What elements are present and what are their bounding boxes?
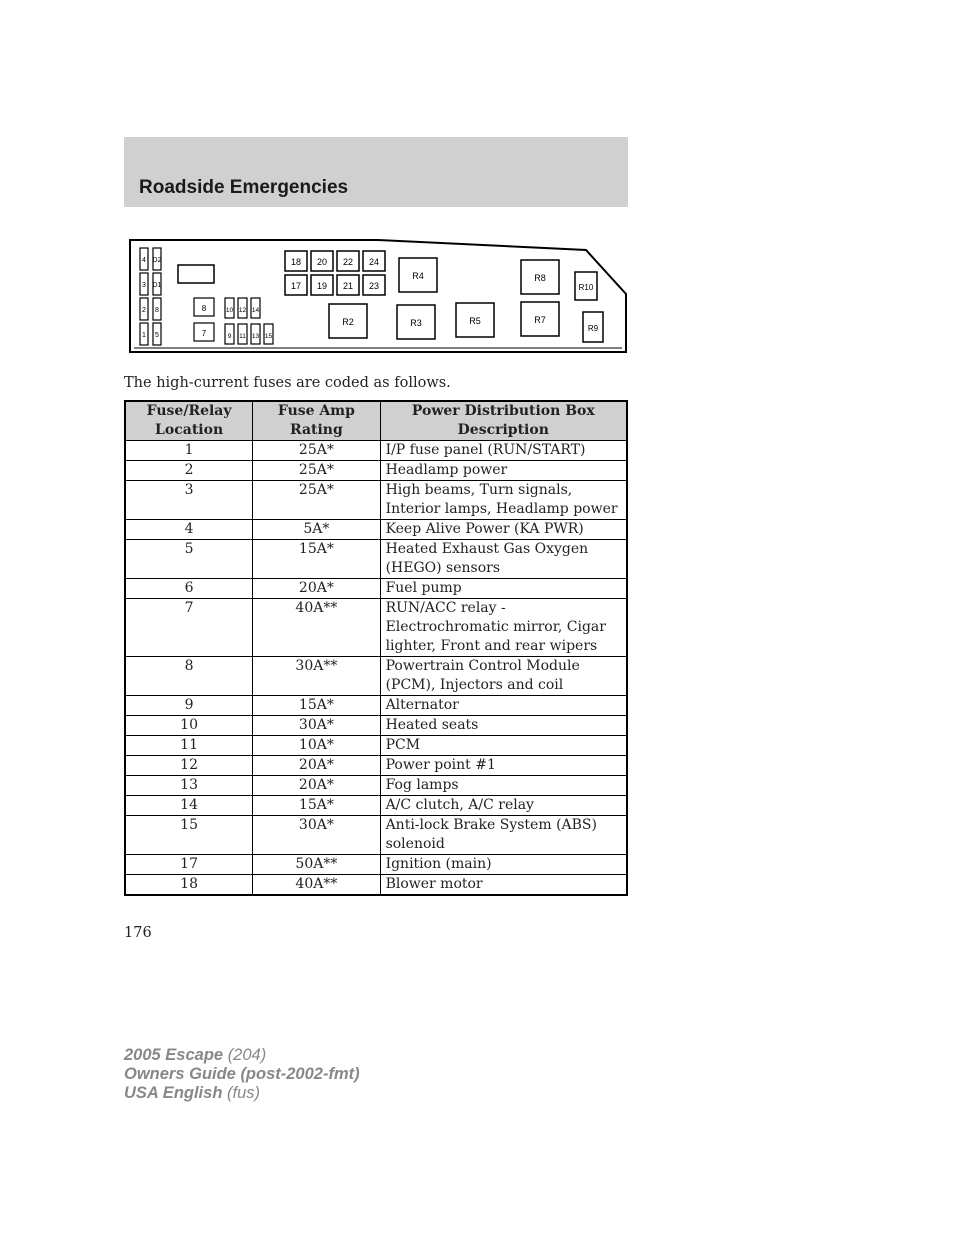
relay — [399, 258, 437, 292]
svg-text:8: 8 — [155, 307, 159, 314]
svg-text:12: 12 — [238, 307, 247, 314]
mini-fuse — [363, 275, 385, 295]
small-fuse — [153, 248, 162, 270]
relay — [521, 302, 559, 336]
mini-fuse-group — [285, 251, 385, 295]
table-row: 14 15A* A/C clutch, A/C relay — [125, 796, 627, 816]
svg-text:5: 5 — [155, 332, 159, 339]
svg-text:7: 7 — [201, 329, 207, 338]
small-fuse — [238, 324, 247, 344]
svg-text:21: 21 — [342, 281, 354, 291]
small-fuse — [225, 324, 234, 344]
mini-fuse — [285, 251, 307, 271]
svg-text:3: 3 — [142, 282, 146, 289]
svg-text:20: 20 — [316, 257, 328, 267]
svg-text:R10: R10 — [578, 283, 594, 292]
column-header-description: Power Distribution Box Description — [380, 401, 627, 441]
table-row: 5 15A* Heated Exhaust Gas Oxygen (HEGO) sensors — [125, 540, 627, 579]
svg-text:R3: R3 — [410, 318, 422, 328]
svg-text:9: 9 — [227, 333, 232, 340]
relay — [521, 260, 559, 294]
svg-text:R4: R4 — [412, 271, 424, 281]
small-fuse — [194, 298, 214, 316]
intro-text: The high-current fuses are coded as follows. — [124, 375, 451, 391]
svg-text:4: 4 — [142, 257, 146, 264]
small-fuse — [238, 298, 247, 318]
small-fuse — [264, 324, 273, 344]
small-fuse — [140, 248, 148, 270]
svg-text:24: 24 — [368, 257, 380, 267]
document-footer — [124, 1046, 360, 1103]
mini-fuse — [363, 251, 385, 271]
svg-text:14: 14 — [251, 307, 260, 314]
small-fuse — [194, 323, 214, 341]
small-fuse-group — [140, 248, 273, 345]
small-fuse — [153, 323, 161, 345]
footer-line-guide: Owners Guide (post-2002-fmt) — [124, 1065, 360, 1083]
mini-fuse — [337, 275, 359, 295]
fuse-table — [124, 400, 628, 896]
small-fuse — [153, 298, 161, 320]
column-header-amp-rating: Fuse Amp Rating — [253, 401, 380, 441]
table-row: 13 20A* Fog lamps — [125, 776, 627, 796]
mini-fuse — [311, 251, 333, 271]
relay — [583, 312, 603, 342]
section-header-band — [124, 137, 628, 207]
svg-text:R7: R7 — [534, 315, 546, 325]
table-row: 2 25A* Headlamp power — [125, 461, 627, 481]
footer-line-language: USA English (fus) — [124, 1084, 260, 1102]
mini-fuse — [337, 251, 359, 271]
fuse-box-diagram — [124, 238, 628, 356]
svg-text:11: 11 — [239, 333, 246, 340]
table-row: 9 15A* Alternator — [125, 696, 627, 716]
relay — [329, 304, 367, 338]
table-row: 11 10A* PCM — [125, 736, 627, 756]
table-row: 18 40A** Blower motor — [125, 875, 627, 896]
svg-text:R9: R9 — [587, 324, 599, 333]
svg-text:17: 17 — [290, 281, 302, 291]
svg-text:R8: R8 — [534, 273, 546, 283]
relay — [397, 305, 435, 339]
svg-text:R5: R5 — [469, 316, 481, 326]
small-fuse — [251, 298, 260, 318]
svg-text:23: 23 — [368, 281, 380, 291]
svg-text:R2: R2 — [342, 317, 354, 327]
table-row: 6 20A* Fuel pump — [125, 579, 627, 599]
table-row: 17 50A** Ignition (main) — [125, 855, 627, 875]
relay — [575, 272, 597, 300]
relay — [456, 303, 494, 337]
section-title: Roadside Emergencies — [139, 177, 349, 198]
table-row: 8 30A** Powertrain Control Module (PCM), Injectors and coil — [125, 657, 627, 696]
svg-text:13: 13 — [251, 333, 260, 340]
column-header-location: Fuse/Relay Location — [125, 401, 253, 441]
table-row: 7 40A** RUN/ACC relay - Electrochromatic mirror, Cigar lighter, Front and rear wipers — [125, 599, 627, 657]
small-fuse — [153, 273, 162, 295]
table-row: 3 25A* High beams, Turn signals, Interior lamps, Headlamp power — [125, 481, 627, 520]
svg-text:2: 2 — [142, 307, 146, 314]
table-row: 10 30A* Heated seats — [125, 716, 627, 736]
footer-line-model: 2005 Escape (204) — [124, 1046, 267, 1064]
svg-text:1: 1 — [142, 332, 146, 339]
svg-text:22: 22 — [342, 257, 354, 267]
svg-text:15: 15 — [264, 333, 273, 340]
blank-slot — [178, 265, 214, 283]
mini-fuse — [285, 275, 307, 295]
small-fuse — [140, 323, 148, 345]
svg-text:8: 8 — [201, 304, 207, 313]
table-row: 1 25A* I/P fuse panel (RUN/START) — [125, 441, 627, 461]
table-row: 15 30A* Anti-lock Brake System (ABS) solenoid — [125, 816, 627, 855]
page-number: 176 — [124, 925, 152, 941]
svg-text:10: 10 — [225, 307, 234, 314]
mini-fuse — [311, 275, 333, 295]
small-fuse — [251, 324, 260, 344]
svg-text:D2: D2 — [152, 257, 162, 264]
small-fuse — [140, 273, 148, 295]
small-fuse — [140, 298, 148, 320]
table-row: 4 5A* Keep Alive Power (KA PWR) — [125, 520, 627, 540]
svg-text:18: 18 — [290, 257, 302, 267]
svg-text:D1: D1 — [152, 282, 162, 289]
small-fuse — [225, 298, 234, 318]
svg-text:19: 19 — [316, 281, 328, 291]
table-header-row — [125, 401, 627, 441]
table-row: 12 20A* Power point #1 — [125, 756, 627, 776]
